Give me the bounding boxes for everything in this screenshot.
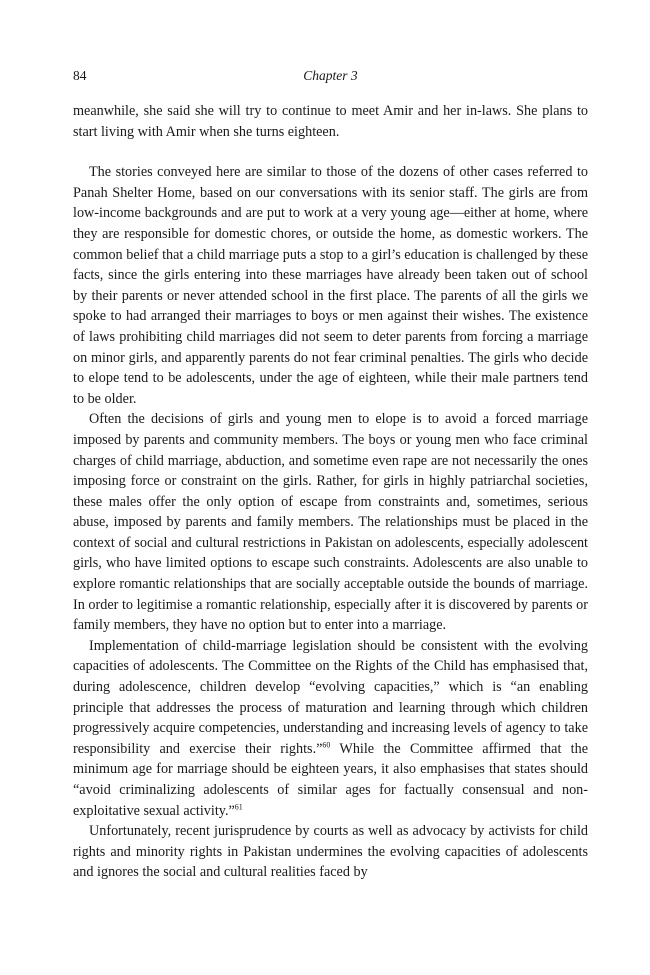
- chapter-title: Chapter 3: [303, 68, 358, 83]
- body-text: [73, 101, 588, 883]
- footnote-marker-61[interactable]: 61: [234, 801, 243, 811]
- footnote-marker-60[interactable]: 60: [322, 740, 331, 750]
- page-number: 84: [73, 68, 87, 83]
- paragraph-text-part-2: While the Committee affirmed that the minimum age for marriage should be eighteen years, it also emphasises that states should “avoid criminalizing adolescents of similar ages for factually consensual and non-exploitative sexual activity.”: [73, 740, 588, 819]
- paragraph-elopement-decisions: Often the decisions of girls and young men to elope is to avoid a forced marriage imposed by parents and community members. The boys or young men who face criminal charges of child marriage, abduction, and sometime even rape are not necessarily the ones imposing force or constraint on the girls. Rather, for girls in highly patriarchal societies, these males offer the only option of escape from constraints and, sometimes, serious abuse, imposed by parents and family members. The relationships must be placed in the context of social and cultural restrictions in Pakistan on adolescents, especially adolescent girls, who have limited options to escape such constraints. Adolescents are also unable to explore romantic relationships that are socially acceptable outside the bounds of marriage. In order to legitimise a romantic relationship, especially after it is discovered by parents or family members, they have no option but to enter into a marriage.: [73, 411, 588, 634]
- paragraph-continuation: meanwhile, she said she will try to continue to meet Amir and her in-laws. She plans to start living with Amir when she turns eighteen.: [73, 103, 588, 140]
- paragraph-text-part-1: Implementation of child-marriage legislation should be consistent with the evolving capacities of adolescents. The Committee on the Rights of the Child has emphasised that, during adolescence, children develop “evolving capacities,” which is “an enabling principle that addresses the process of maturation and learning through which children progressively acquire competencies, understanding and increasing levels of agency to take responsibility and exercise their rights.”: [73, 637, 588, 757]
- paragraph-panah-shelter-cases: The stories conveyed here are similar to those of the dozens of other cases referred to Panah Shelter Home, based on our conversations with its senior staff. The girls are from low-income backgrounds and are put to work at a very young age—either at home, where they are responsible for domestic chores, or outside the home, as domestic workers. The common belief that a child marriage puts a stop to a girl’s education is challenged by these facts, since the girls entering into these marriages have already been taken out of school by their parents or never attended school in the first place. The parents of all the girls we spoke to had arranged their marriages to boys or men against their wishes. The existence of laws prohibiting child marriages did not seem to deter parents from forcing a marriage on minor girls, and apparently parents do not fear criminal penalties. The girls who decide to elope tend to be adolescents, under the age of eighteen, while their male partners tend to be older.: [73, 164, 588, 407]
- running-header: [73, 66, 588, 86]
- book-page: [73, 66, 588, 883]
- paragraph-recent-jurisprudence: Unfortunately, recent jurisprudence by courts as well as advocacy by activists for child rights and minority rights in Pakistan undermines the evolving capacities of adolescents and ignores the social and cultural realities faced by: [73, 823, 588, 881]
- paragraph-evolving-capacities: [73, 636, 588, 821]
